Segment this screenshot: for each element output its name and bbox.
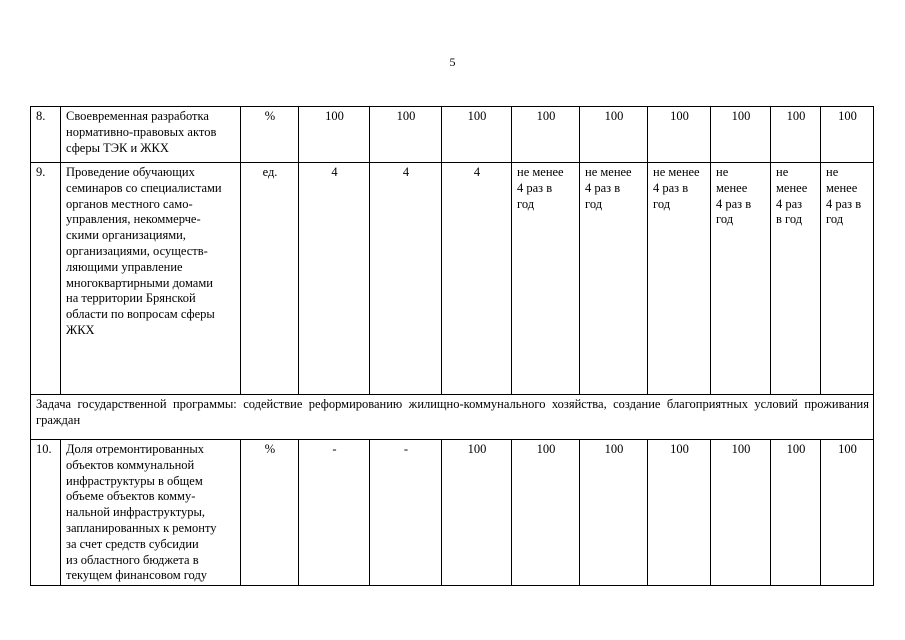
value-cell: 100 — [580, 440, 648, 586]
program-task: Задача государственной программы: содействие реформированию жилищно-коммунального хозяйства, создание благоприятных условий проживания граждан — [31, 395, 874, 440]
value-cell: 100 — [821, 440, 874, 586]
value-cell: 100 — [370, 107, 442, 163]
value-cell: 100 — [771, 107, 821, 163]
value-cell: - — [299, 440, 370, 586]
unit-cell: ед. — [241, 163, 299, 395]
value-cell: 100 — [299, 107, 370, 163]
value-cell: 4 — [442, 163, 512, 395]
unit-cell: % — [241, 107, 299, 163]
page-number: 5 — [449, 55, 456, 69]
value-cell: - — [370, 440, 442, 586]
value-cell: 100 — [442, 440, 512, 586]
value-cell: 100 — [711, 440, 771, 586]
value-cell: 4 — [370, 163, 442, 395]
value-cell: 100 — [711, 107, 771, 163]
value-cell: не менее 4 раз в год — [711, 163, 771, 395]
table-row — [31, 107, 874, 163]
row-number: 8. — [31, 107, 61, 163]
value-cell: 100 — [648, 440, 711, 586]
value-cell: 100 — [821, 107, 874, 163]
value-cell: не менее 4 раз в год — [648, 163, 711, 395]
indicator-name: Своевременная разработка нормативно-правовых актов сферы ТЭК и ЖКХ — [61, 107, 241, 163]
indicators-table — [30, 106, 874, 586]
value-cell: 4 — [299, 163, 370, 395]
value-cell: 100 — [512, 107, 580, 163]
indicator-name: Проведение обучающих семинаров со специалистами органов местного само- управления, некоммерче- скими организациями, организациями, осуществ- ляющими управление многоквартирными домами на территории Брянской области по вопросам сферы ЖКХ — [61, 163, 241, 395]
table-row — [31, 163, 874, 395]
indicator-name: Доля отремонтированных объектов коммунальной инфраструктуры в общем объеме объектов комму- нальной инфраструктуры, запланированных к ремонту за счет средств субсидии из областного бюджета в текущем финансовом году — [61, 440, 241, 586]
value-cell: 100 — [512, 440, 580, 586]
row-number: 10. — [31, 440, 61, 586]
table-row — [31, 440, 874, 586]
value-cell: не менее 4 раз в год — [580, 163, 648, 395]
unit-cell: % — [241, 440, 299, 586]
value-cell: 100 — [442, 107, 512, 163]
task-row — [31, 395, 874, 440]
row-number: 9. — [31, 163, 61, 395]
value-cell: не менее 4 раз в год — [771, 163, 821, 395]
value-cell: не менее 4 раз в год — [821, 163, 874, 395]
value-cell: 100 — [580, 107, 648, 163]
value-cell: 100 — [648, 107, 711, 163]
value-cell: не менее 4 раз в год — [512, 163, 580, 395]
value-cell: 100 — [771, 440, 821, 586]
